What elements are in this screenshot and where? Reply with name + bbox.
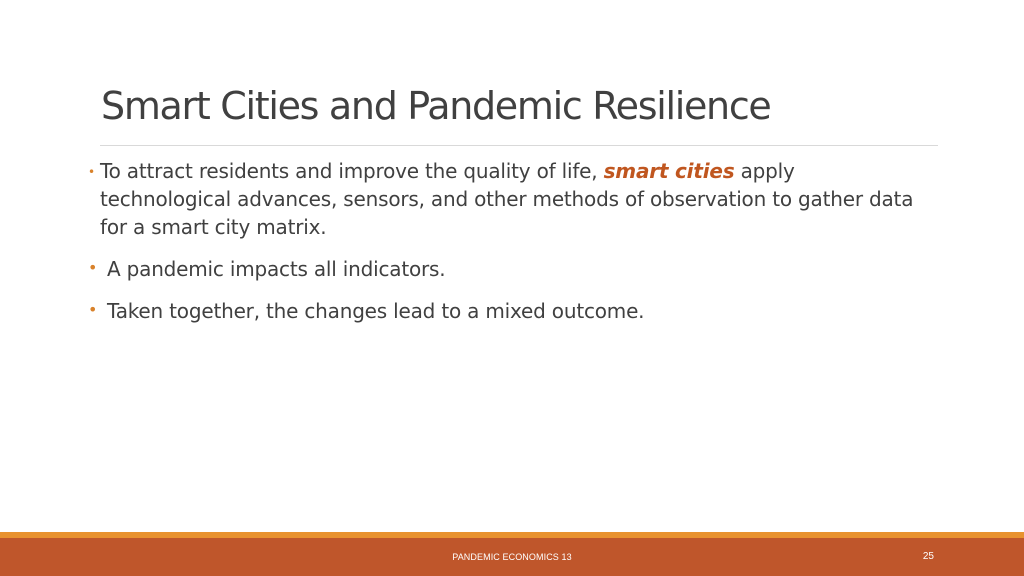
- bullet-1-text-pre: To attract residents and improve the quality of life,: [100, 159, 604, 183]
- bullet-item-2: [88, 255, 918, 283]
- footer-bar: [0, 538, 1024, 576]
- bullet-dot-icon: •: [88, 258, 98, 277]
- bullet-1-emphasis: smart cities: [603, 159, 735, 183]
- bullet-2-text: A pandemic impacts all indicators.: [107, 257, 446, 281]
- page-number: 25: [922, 551, 934, 562]
- bullet-3-text: Taken together, the changes lead to a mixed outcome.: [107, 299, 645, 323]
- bullet-dot-icon: •: [88, 165, 95, 179]
- bullet-1-text-post: apply technological advances, sensors, and other methods of observation to gather data for a smart city matrix.: [100, 159, 914, 239]
- title-divider: [100, 145, 938, 146]
- bullet-item-3: [88, 297, 918, 325]
- bullet-item-1: [88, 157, 918, 241]
- slide-title: Smart Cities and Pandemic Resilience: [101, 84, 771, 128]
- bullet-list: [88, 157, 918, 325]
- footer-label: PANDEMIC ECONOMICS 13: [452, 552, 572, 562]
- bullet-dot-icon: •: [88, 300, 98, 319]
